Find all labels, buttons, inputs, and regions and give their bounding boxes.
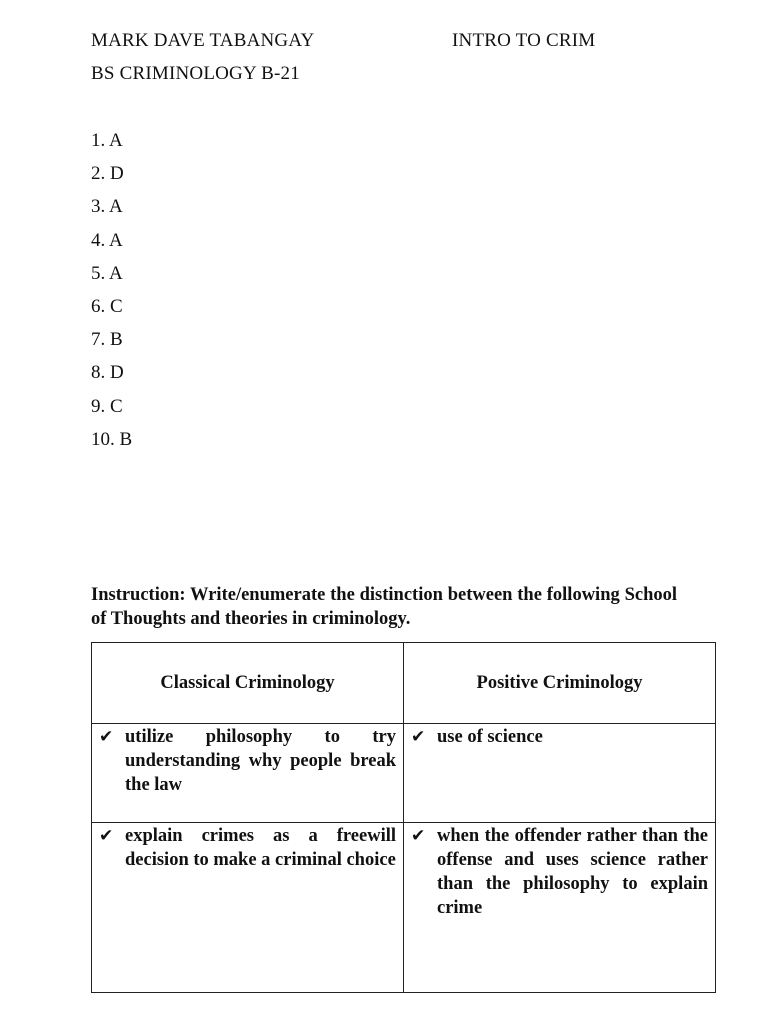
answer-item: 10. B — [91, 428, 133, 450]
table-header-row — [92, 643, 716, 724]
comparison-table — [91, 642, 716, 993]
cell-text: utilize philosophy to try understanding why people break the law — [125, 727, 396, 795]
column-header-classical: Classical Criminology — [92, 643, 404, 724]
course-title: INTRO TO CRIM — [452, 30, 596, 51]
column-header-positive: Positive Criminology — [404, 643, 716, 724]
student-name: MARK DAVE TABANGAY — [91, 30, 315, 51]
table-cell — [92, 724, 404, 823]
table-cell — [404, 724, 716, 823]
answer-item: 1. A — [91, 130, 123, 151]
answer-item: 4. A — [91, 229, 123, 251]
table-cell — [404, 823, 716, 993]
answer-item: 5. A — [91, 262, 123, 284]
checkmark-icon: ✔ — [99, 727, 114, 747]
instruction-text: Instruction: Write/enumerate the distinction between the following School of Thoughts and theories in criminology. — [91, 585, 677, 629]
cell-text: explain crimes as a freewill decision to make a criminal choice — [125, 826, 396, 870]
answer-item: 3. A — [91, 196, 123, 218]
student-section: BS CRIMINOLOGY B-21 — [91, 63, 300, 84]
answer-item: 2. D — [91, 163, 124, 185]
answer-item: 9. C — [91, 395, 123, 417]
checkmark-icon: ✔ — [411, 727, 426, 747]
checkmark-icon: ✔ — [99, 826, 114, 846]
answer-list — [91, 130, 132, 462]
answer-item: 8. D — [91, 362, 124, 384]
cell-text: use of science — [437, 727, 543, 747]
table-row — [92, 724, 716, 823]
answer-item: 7. B — [91, 329, 123, 351]
checkmark-icon: ✔ — [411, 826, 426, 846]
table-row — [92, 823, 716, 993]
table-cell — [92, 823, 404, 993]
answer-item: 6. C — [91, 295, 123, 317]
cell-text: when the offender rather than the offense and uses science rather than the philosophy to explain crime — [437, 826, 708, 918]
